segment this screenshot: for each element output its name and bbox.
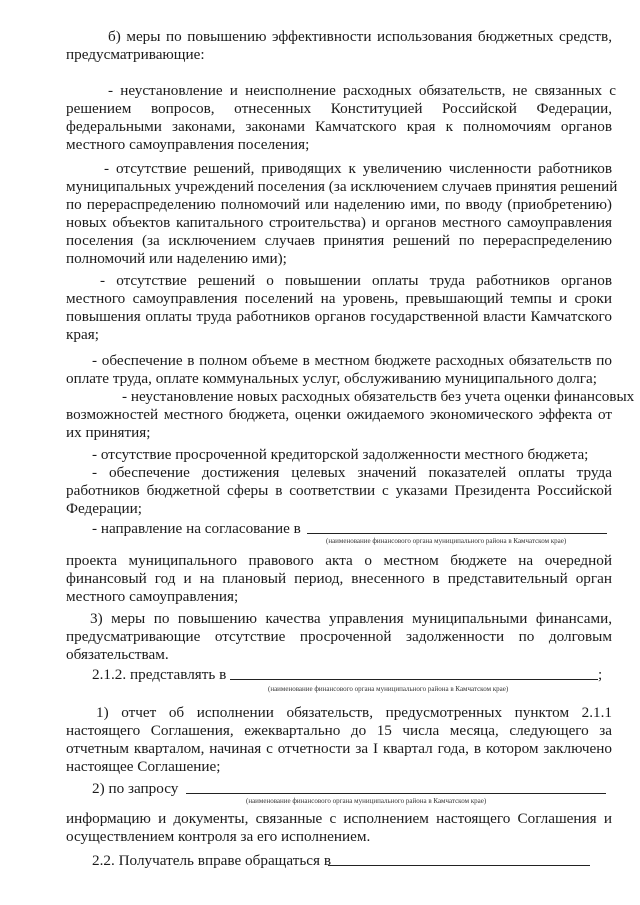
text-line: - обеспечение достижения целевых значений показателей оплаты труда: [92, 464, 612, 481]
text-line: предусматривающие отсутствие просроченной задолженности по долговым: [66, 628, 612, 645]
text-line: повышения оплаты труда работников органов государственной власти Камчатского: [66, 308, 612, 325]
text-line: проекта муниципального правового акта о местном бюджете на очередной: [66, 552, 612, 569]
text-line: работников бюджетной сферы в соответствии с указами Президента Российской: [66, 482, 612, 499]
text-line: 2.1.2. представлять в: [92, 666, 227, 683]
text-line: - отсутствие решений о повышении оплаты труда работников органов: [100, 272, 612, 289]
text-line: - направление на согласование в: [92, 520, 301, 537]
text-line: осуществлением контроля за его исполнением.: [66, 828, 371, 845]
field-caption: (наименование финансового органа муниципального района в Камчатском крае): [326, 537, 567, 545]
text-line: по перераспределению полномочий или наделению ими, по вводу (приобретению): [66, 196, 612, 213]
text-line: обязательствам.: [66, 646, 169, 663]
text-line: финансовый год и на плановый период, внесенного в представительный орган: [66, 570, 612, 587]
text-line: отчетным кварталом, начиная с отчетности за I квартал года, в котором заключено: [66, 740, 612, 757]
text-line: 2) по запросу: [92, 780, 179, 797]
text-line: муниципальных учреждений поселения (за исключением случаев принятия решений: [66, 178, 618, 195]
text-line: края;: [66, 326, 99, 343]
fill-line: [186, 793, 606, 794]
fill-line: [307, 533, 607, 534]
text-line: б) меры по повышению эффективности использования бюджетных средств,: [108, 28, 612, 45]
text-line: предусматривающие:: [66, 46, 205, 63]
text-line: настоящее Соглашение;: [66, 758, 221, 775]
text-line: 2.2. Получатель вправе обращаться в: [92, 852, 331, 869]
text-line: местного самоуправления поселений на уровень, превышающий темпы и сроки: [66, 290, 612, 307]
text-line: информацию и документы, связанные с исполнением настоящего Соглашения и: [66, 810, 612, 827]
text-line: местного самоуправления;: [66, 588, 239, 605]
text-line: местного самоуправления поселения;: [66, 136, 310, 153]
fill-line: [230, 679, 598, 680]
text-line: - неустановление новых расходных обязательств без учета оценки финансовых: [122, 388, 635, 405]
text-line: - обеспечение в полном объеме в местном бюджете расходных обязательств по: [92, 352, 612, 369]
text-line: оплате труда, оплате коммунальных услуг, обслуживанию муниципального долга;: [66, 370, 597, 387]
text-line: Федерации;: [66, 500, 142, 517]
text-line: ;: [598, 666, 603, 683]
text-line: поселения (за исключением случаев принятия решений по перераспределению: [66, 232, 612, 249]
text-line: федеральными законами, законами Камчатского края к полномочиям органов: [66, 118, 612, 135]
text-line: 3) меры по повышению качества управления муниципальными финансами,: [90, 610, 612, 627]
field-caption: (наименование финансового органа муниципального района в Камчатском крае): [246, 797, 487, 805]
text-line: - неустановление и неисполнение расходных обязательств, не связанных с: [108, 82, 616, 99]
fill-line: [328, 865, 590, 866]
text-line: их принятия;: [66, 424, 151, 441]
text-line: - отсутствие решений, приводящих к увеличению численности работников: [104, 160, 612, 177]
text-line: 1) отчет об исполнении обязательств, предусмотренных пунктом 2.1.1: [96, 704, 612, 721]
field-caption: (наименование финансового органа муниципального района в Камчатском крае): [268, 685, 509, 693]
text-line: настоящего Соглашения, ежеквартально до 15 числа месяца, следующего за: [66, 722, 612, 739]
text-line: полномочий или наделению ими);: [66, 250, 287, 267]
text-line: возможностей местного бюджета, оценки ожидаемого экономического эффекта от: [66, 406, 612, 423]
text-line: решением вопросов, отнесенных Конституцией Российской Федерации,: [66, 100, 612, 117]
text-line: новых объектов капитального строительства) и органов местного самоуправления: [66, 214, 612, 231]
text-line: - отсутствие просроченной кредиторской задолженности местного бюджета;: [92, 446, 589, 463]
